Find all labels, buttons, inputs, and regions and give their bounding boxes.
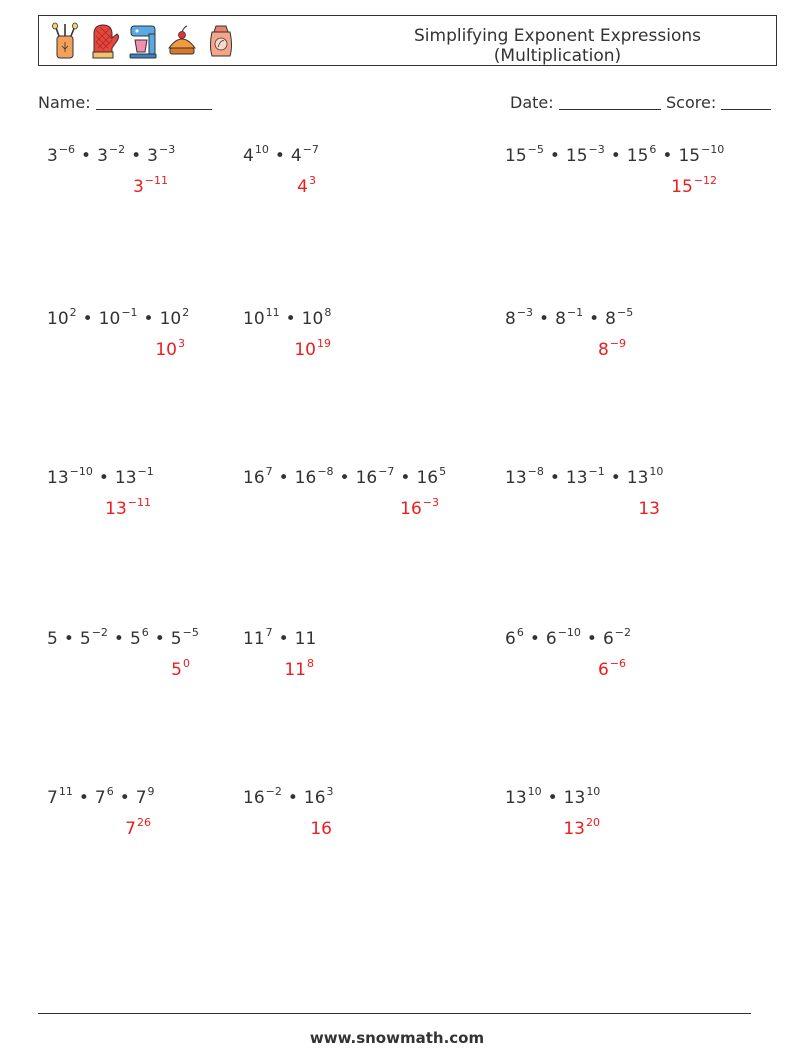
exponent: −2 xyxy=(265,785,282,798)
name-blank[interactable] xyxy=(96,93,212,110)
base: 10 xyxy=(294,340,316,360)
answer-power xyxy=(294,337,331,360)
power-term xyxy=(170,626,199,649)
power-term xyxy=(295,629,317,649)
flour-sack-icon xyxy=(205,22,237,60)
score-label: Score: xyxy=(666,93,717,112)
exponent: 2 xyxy=(69,306,77,319)
base: 10 xyxy=(159,309,182,329)
power-term xyxy=(243,143,269,166)
multiply-dot: • xyxy=(287,788,298,808)
exponent: −6 xyxy=(609,657,626,670)
score-field[interactable] xyxy=(666,93,771,112)
exponent: −12 xyxy=(693,174,717,187)
answer xyxy=(125,816,151,839)
problem-expression xyxy=(505,306,634,329)
exponent: 19 xyxy=(317,337,331,350)
answer xyxy=(671,174,717,197)
exponent: 10 xyxy=(254,143,269,156)
exponent: −10 xyxy=(557,626,581,639)
base: 3 xyxy=(147,146,158,166)
exponent: −5 xyxy=(182,626,199,639)
base: 16 xyxy=(400,499,422,519)
power-term xyxy=(79,626,108,649)
answer xyxy=(171,657,190,680)
multiply-dot: • xyxy=(278,629,289,649)
exponent: −3 xyxy=(588,143,605,156)
exponent: −1 xyxy=(588,465,605,478)
multiply-dot: • xyxy=(82,309,93,329)
base: 3 xyxy=(97,146,108,166)
exponent: 5 xyxy=(439,465,447,478)
multiply-dot: • xyxy=(274,146,285,166)
base: 6 xyxy=(597,660,609,680)
base: 13 xyxy=(563,819,585,839)
base: 6 xyxy=(602,629,614,649)
base: 13 xyxy=(105,499,127,519)
answer-power xyxy=(105,496,151,519)
power-term xyxy=(678,143,725,166)
footer-url: www.snowmath.com xyxy=(309,1029,485,1047)
exponent: 10 xyxy=(586,785,601,798)
exponent: −7 xyxy=(302,143,319,156)
exponent: −8 xyxy=(527,465,544,478)
base: 16 xyxy=(310,819,332,839)
base: 13 xyxy=(47,468,69,488)
problem-expression xyxy=(47,465,154,488)
base: 5 xyxy=(79,629,91,649)
base: 11 xyxy=(284,660,306,680)
exponent: −7 xyxy=(378,465,395,478)
exponent: 6 xyxy=(106,785,114,798)
problem-expression xyxy=(47,143,176,166)
base: 10 xyxy=(98,309,121,329)
power-term xyxy=(290,143,319,166)
exponent: 6 xyxy=(141,626,149,639)
power-term xyxy=(243,465,273,488)
power-term xyxy=(626,465,664,488)
power-term xyxy=(243,785,282,808)
multiply-dot: • xyxy=(278,468,289,488)
base: 13 xyxy=(563,788,586,808)
power-term xyxy=(555,306,584,329)
power-term xyxy=(301,306,332,329)
power-term xyxy=(243,306,280,329)
power-term xyxy=(355,465,395,488)
exponent: 8 xyxy=(324,306,332,319)
base: 8 xyxy=(555,309,566,329)
answer-power xyxy=(310,819,332,839)
worksheet-title xyxy=(339,26,776,66)
title-line-2: (Multiplication) xyxy=(493,46,622,66)
exponent: −6 xyxy=(58,143,76,156)
exponent: 11 xyxy=(265,306,280,319)
exponent: 26 xyxy=(137,816,151,829)
power-term xyxy=(97,143,126,166)
multiply-dot: • xyxy=(547,788,558,808)
answer-power xyxy=(563,816,600,839)
power-term xyxy=(94,785,114,808)
power-term xyxy=(98,306,138,329)
answer xyxy=(597,657,626,680)
base: 5 xyxy=(171,660,182,680)
multiply-dot: • xyxy=(539,309,550,329)
answer xyxy=(294,337,331,360)
problem-expression xyxy=(243,785,334,808)
answer-power xyxy=(597,657,626,680)
exponent: −2 xyxy=(108,143,126,156)
multiply-dot: • xyxy=(119,788,130,808)
name-label: Name: xyxy=(38,93,91,112)
exponent: −9 xyxy=(609,337,626,350)
exponent: 11 xyxy=(58,785,73,798)
multiply-dot: • xyxy=(285,309,296,329)
power-term xyxy=(159,306,190,329)
base: 10 xyxy=(243,309,265,329)
problem-expression xyxy=(505,785,601,808)
answer xyxy=(400,496,439,519)
base: 4 xyxy=(290,146,302,166)
base: 15 xyxy=(626,146,649,166)
power-term xyxy=(294,465,334,488)
base: 4 xyxy=(297,177,308,197)
power-term xyxy=(505,143,544,166)
exponent: −3 xyxy=(158,143,176,156)
answer xyxy=(132,174,168,197)
score-blank[interactable] xyxy=(721,93,771,110)
exponent: −10 xyxy=(69,465,93,478)
power-term xyxy=(563,785,601,808)
exponent: −1 xyxy=(566,306,584,319)
power-term xyxy=(545,626,581,649)
multiply-dot: • xyxy=(610,468,621,488)
multiply-dot: • xyxy=(339,468,350,488)
multiply-dot: • xyxy=(662,146,673,166)
exponent: 6 xyxy=(649,143,657,156)
power-term xyxy=(565,465,605,488)
exponent: 3 xyxy=(326,785,334,798)
base: 16 xyxy=(355,468,378,488)
power-term xyxy=(505,785,542,808)
title-line-1: Simplifying Exponent Expressions xyxy=(414,26,701,46)
answer xyxy=(310,819,332,839)
exponent: 3 xyxy=(309,174,316,187)
base: 7 xyxy=(94,788,106,808)
multiply-dot: • xyxy=(589,309,600,329)
problem-expression xyxy=(243,143,319,166)
exponent: −8 xyxy=(317,465,334,478)
power-term xyxy=(47,629,58,649)
answer-power xyxy=(171,657,190,680)
utensil-jar-icon xyxy=(49,22,81,60)
footer-divider xyxy=(38,1013,751,1014)
power-term xyxy=(135,785,155,808)
date-blank[interactable] xyxy=(559,93,661,110)
multiply-dot: • xyxy=(98,468,109,488)
exponent: −1 xyxy=(121,306,138,319)
problem-expression xyxy=(47,306,190,329)
answer-power xyxy=(132,174,168,197)
exponent: −1 xyxy=(137,465,154,478)
header-box xyxy=(38,15,777,66)
answer-power xyxy=(155,337,185,360)
exponent: 3 xyxy=(178,337,185,350)
multiply-dot: • xyxy=(549,146,560,166)
base: 8 xyxy=(605,309,616,329)
exponent: 10 xyxy=(649,465,664,478)
multiply-dot: • xyxy=(113,629,124,649)
exponent: 8 xyxy=(307,657,314,670)
exponent: −11 xyxy=(144,174,168,187)
base: 11 xyxy=(243,629,265,649)
multiply-dot: • xyxy=(610,146,621,166)
answer xyxy=(155,337,185,360)
answer-power xyxy=(297,174,316,197)
exponent: 10 xyxy=(527,785,542,798)
base: 15 xyxy=(565,146,588,166)
exponent: 2 xyxy=(182,306,190,319)
base: 11 xyxy=(294,629,317,649)
problem-expression xyxy=(47,626,199,649)
power-term xyxy=(47,143,76,166)
answer xyxy=(597,337,626,360)
base: 6 xyxy=(545,629,557,649)
problem-expression xyxy=(505,465,664,488)
multiply-dot: • xyxy=(143,309,154,329)
base: 5 xyxy=(47,629,58,649)
answer xyxy=(638,499,660,519)
base: 13 xyxy=(626,468,649,488)
base: 13 xyxy=(505,788,527,808)
exponent: −3 xyxy=(516,306,534,319)
exponent: −5 xyxy=(527,143,544,156)
base: 15 xyxy=(671,177,693,197)
answer-power xyxy=(638,499,660,519)
exponent: −2 xyxy=(91,626,108,639)
stand-mixer-icon xyxy=(127,22,159,60)
base: 16 xyxy=(243,468,265,488)
power-term xyxy=(47,306,77,329)
problem-expression xyxy=(243,626,317,649)
power-term xyxy=(47,785,73,808)
multiply-dot: • xyxy=(154,629,165,649)
answer-power xyxy=(125,816,151,839)
base: 13 xyxy=(565,468,588,488)
base: 13 xyxy=(638,499,660,519)
exponent: 9 xyxy=(147,785,155,798)
base: 3 xyxy=(47,146,58,166)
power-term xyxy=(505,306,534,329)
power-term xyxy=(602,626,631,649)
answer-power xyxy=(597,337,626,360)
exponent: −5 xyxy=(616,306,634,319)
answer xyxy=(105,496,151,519)
power-term xyxy=(565,143,605,166)
multiply-dot: • xyxy=(63,629,74,649)
power-term xyxy=(147,143,176,166)
multiply-dot: • xyxy=(81,146,92,166)
power-term xyxy=(605,306,634,329)
date-label: Date: xyxy=(510,93,554,112)
cake-icon xyxy=(166,22,198,60)
answer xyxy=(284,657,314,680)
multiply-dot: • xyxy=(400,468,411,488)
multiply-dot: • xyxy=(131,146,142,166)
base: 7 xyxy=(135,788,147,808)
icon-row xyxy=(49,22,237,62)
base: 16 xyxy=(416,468,439,488)
answer xyxy=(297,174,316,197)
base: 16 xyxy=(243,788,265,808)
multiply-dot: • xyxy=(529,629,540,649)
base: 7 xyxy=(47,788,58,808)
base: 13 xyxy=(114,468,137,488)
multiply-dot: • xyxy=(586,629,597,649)
exponent: 7 xyxy=(265,465,273,478)
base: 8 xyxy=(597,340,609,360)
power-term xyxy=(626,143,657,166)
base: 5 xyxy=(129,629,141,649)
power-term xyxy=(505,465,544,488)
exponent: −2 xyxy=(614,626,631,639)
base: 10 xyxy=(47,309,69,329)
exponent: −10 xyxy=(701,143,725,156)
exponent: 7 xyxy=(265,626,273,639)
multiply-dot: • xyxy=(549,468,560,488)
base: 10 xyxy=(301,309,324,329)
exponent: −11 xyxy=(127,496,151,509)
exponent: 0 xyxy=(183,657,190,670)
problem-expression xyxy=(47,785,155,808)
base: 16 xyxy=(303,788,326,808)
base: 13 xyxy=(505,468,527,488)
answer xyxy=(563,816,600,839)
power-term xyxy=(47,465,93,488)
power-term xyxy=(243,626,273,649)
base: 15 xyxy=(678,146,701,166)
problem-expression xyxy=(243,306,332,329)
name-field[interactable] xyxy=(38,93,212,112)
base: 15 xyxy=(505,146,527,166)
answer-power xyxy=(400,496,439,519)
base: 16 xyxy=(294,468,317,488)
power-term xyxy=(303,785,334,808)
power-term xyxy=(129,626,149,649)
base: 6 xyxy=(505,629,516,649)
exponent: 6 xyxy=(516,626,524,639)
base: 3 xyxy=(132,177,144,197)
oven-mitt-icon xyxy=(88,22,120,60)
multiply-dot: • xyxy=(78,788,89,808)
problem-expression xyxy=(243,465,447,488)
base: 10 xyxy=(155,340,177,360)
exponent: −3 xyxy=(422,496,439,509)
problem-expression xyxy=(505,143,725,166)
base: 5 xyxy=(170,629,182,649)
date-field[interactable] xyxy=(510,93,661,112)
base: 7 xyxy=(125,819,136,839)
base: 8 xyxy=(505,309,516,329)
problem-expression xyxy=(505,626,631,649)
power-term xyxy=(505,626,524,649)
power-term xyxy=(416,465,447,488)
base: 4 xyxy=(243,146,254,166)
answer-power xyxy=(671,174,717,197)
exponent: 20 xyxy=(586,816,600,829)
answer-power xyxy=(284,657,314,680)
power-term xyxy=(114,465,154,488)
